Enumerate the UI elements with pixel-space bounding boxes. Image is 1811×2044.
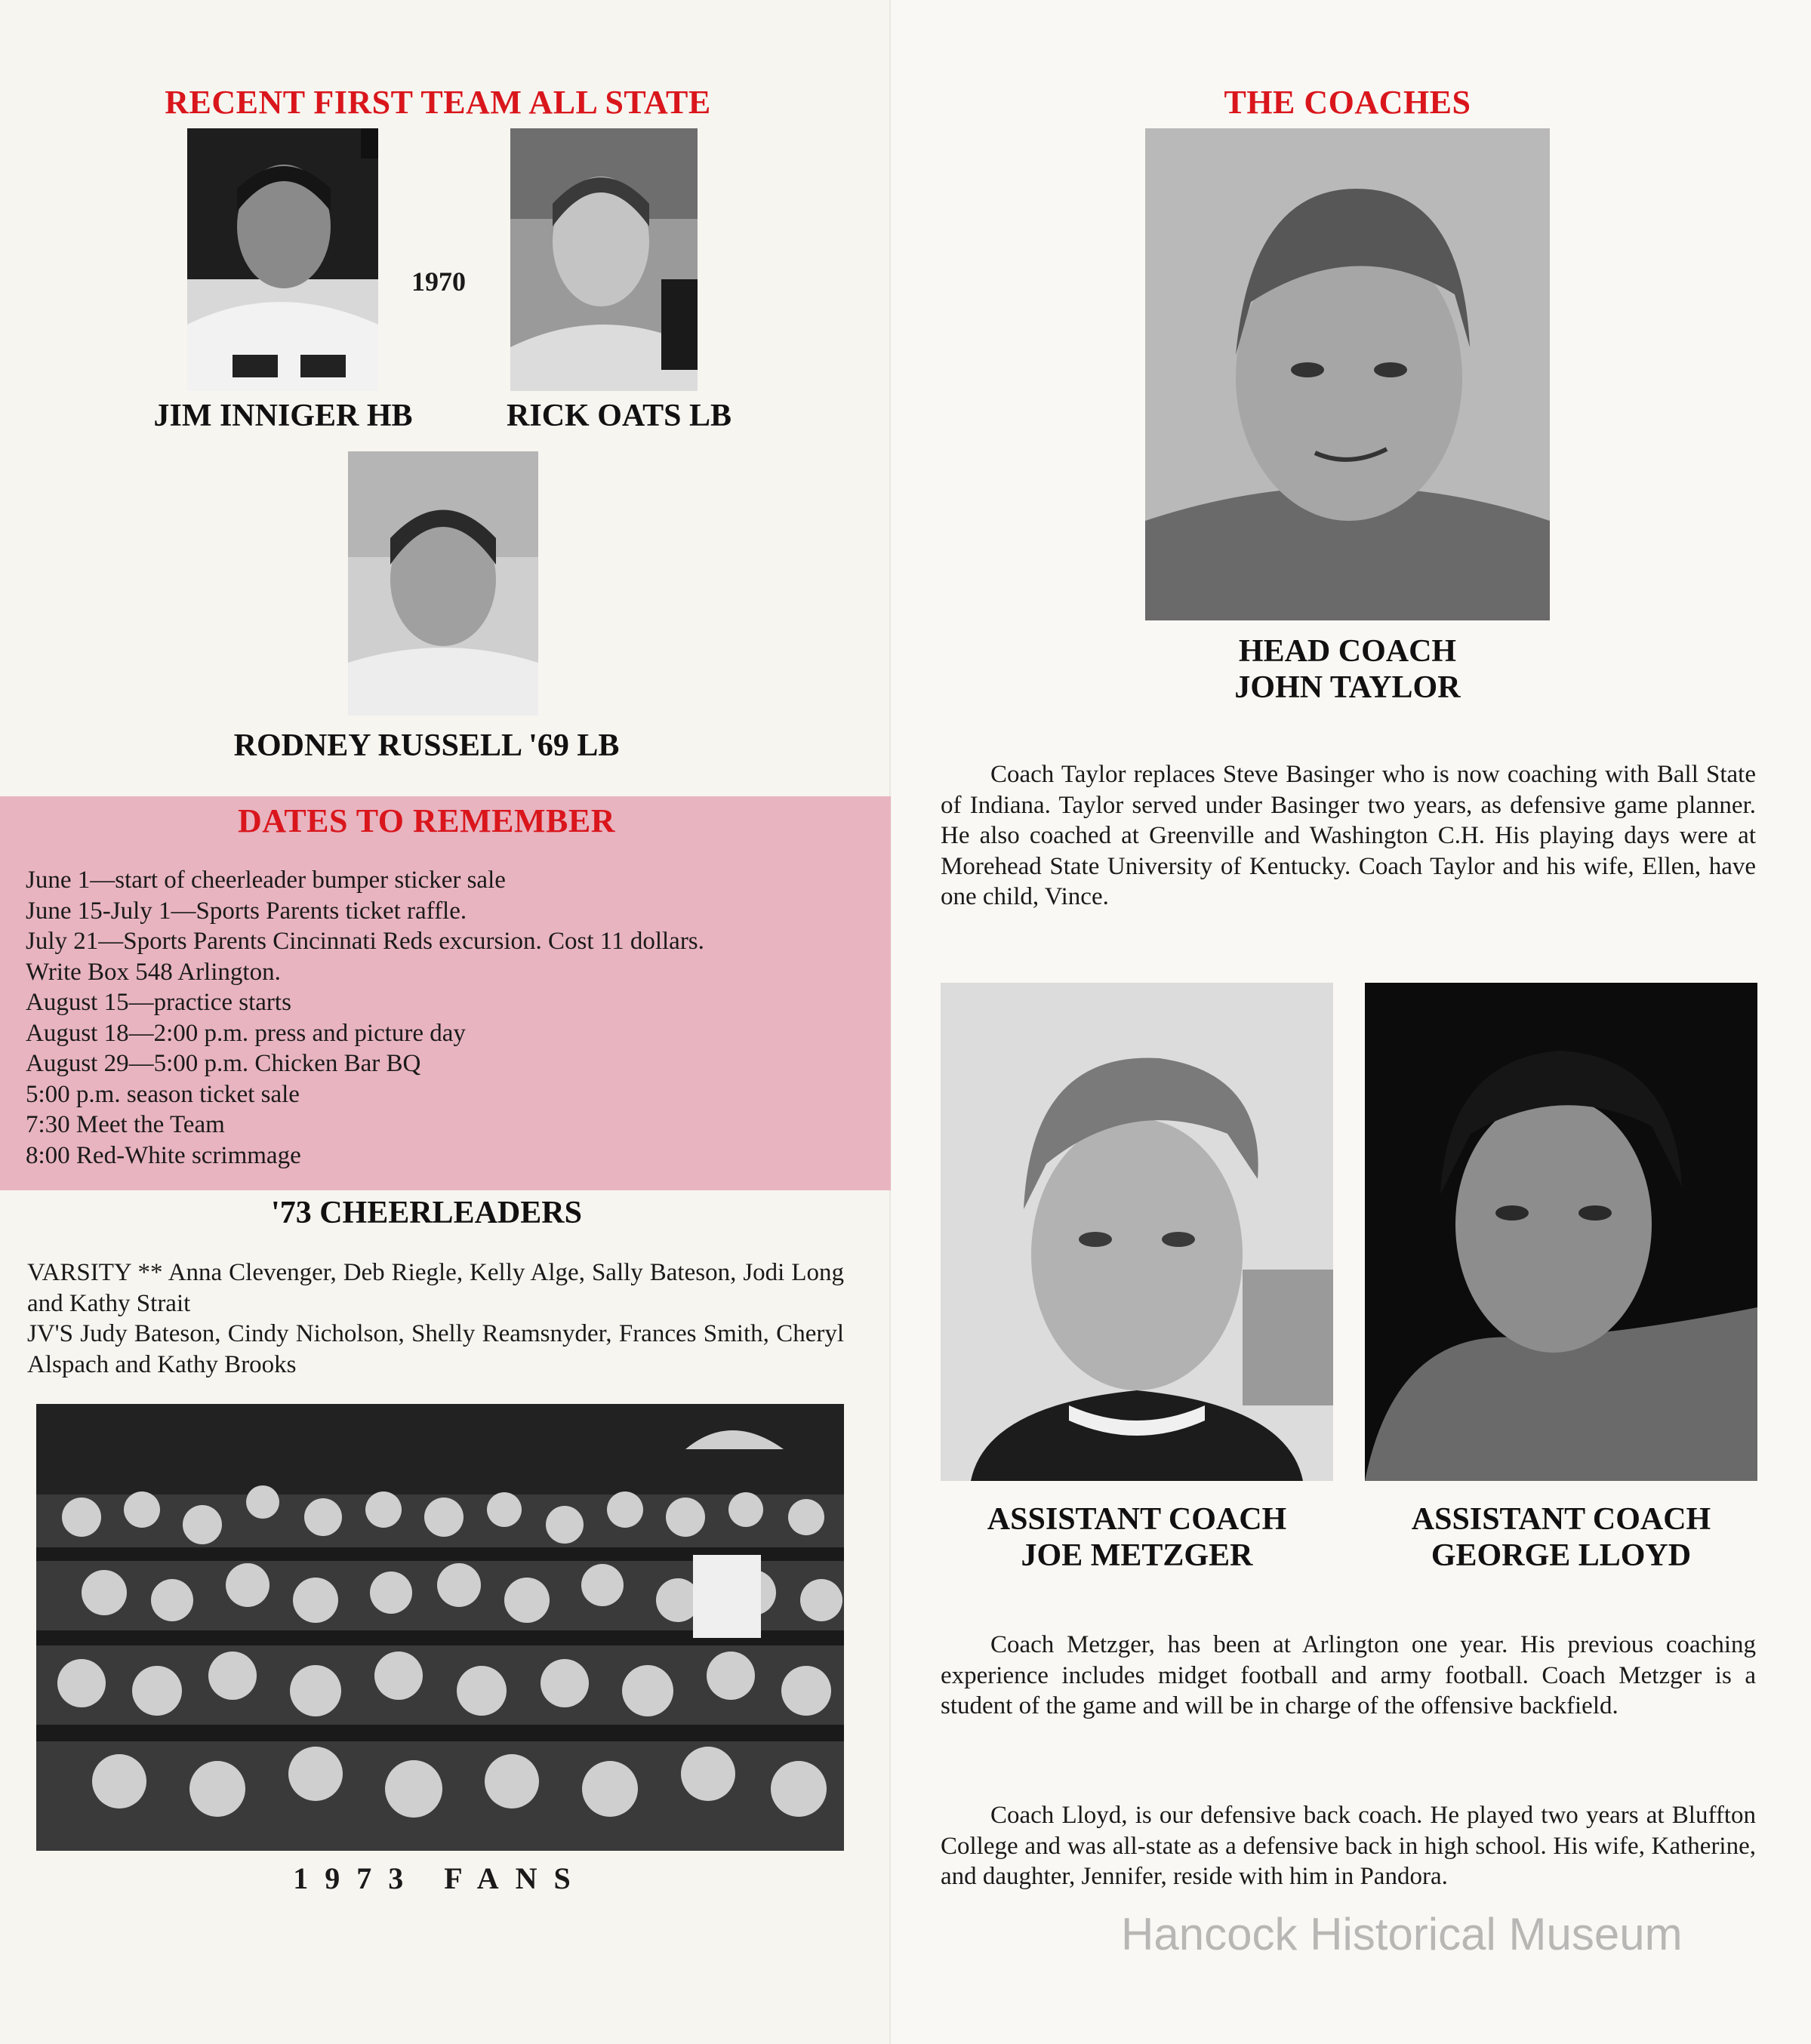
cheer-heading: '73 CHEERLEADERS [271,1196,582,1230]
jim-inniger-photo [187,128,378,391]
rodney-russell-photo [348,451,538,716]
date-item: 7:30 Meet the Team [26,1111,225,1138]
head-coach-title: HEAD COACH [1238,634,1457,669]
cheer-roster [27,1257,844,1380]
coaches-heading: THE COACHES [1224,84,1471,121]
date-item: 5:00 p.m. season ticket sale [26,1080,300,1108]
jim-inniger-caption: JIM INNIGER HB [153,399,413,433]
rodney-russell-caption: RODNEY RUSSELL '69 LB [233,728,620,763]
museum-watermark: Hancock Historical Museum [1121,1909,1683,1959]
assistant1-name: JOE METZGER [1021,1538,1253,1573]
joe-metzger-photo [941,983,1333,1481]
assistant2-name: GEORGE LLOYD [1431,1538,1692,1573]
date-item: July 21—Sports Parents Cincinnati Reds excursion. Cost 11 dollars. [26,928,704,955]
head-coach-bio: Coach Taylor replaces Steve Basinger who is now coaching with Ball State of Indiana. Taylor served under Basinger two years, as defensive game planner. He also coached at Greenville and Washington C.H. His playing days were at Morehead State University of Kentucky. Coach Taylor and his wife, Ellen, have one child, Vince. [941,761,1756,910]
head-coach-name: JOHN TAYLOR [1234,670,1461,705]
dates-heading: DATES TO REMEMBER [238,802,615,839]
assistant2-title: ASSISTANT COACH [1411,1502,1711,1537]
george-lloyd-photo [1365,983,1757,1481]
date-item: August 15—practice starts [26,989,291,1016]
date-item: 8:00 Red-White scrimmage [26,1141,301,1169]
assistant1-title: ASSISTANT COACH [987,1502,1287,1537]
all-state-heading: RECENT FIRST TEAM ALL STATE [165,84,711,121]
date-item: June 15-July 1—Sports Parents ticket raffle. [26,897,467,925]
date-item: August 29—5:00 p.m. Chicken Bar BQ [26,1050,421,1077]
head-coach-photo [1145,128,1550,620]
date-item: Write Box 548 Arlington. [26,958,281,986]
cheer-varsity: VARSITY ** Anna Clevenger, Deb Riegle, Kelly Alge, Sally Bateson, Jodi Long and Kathy Strait [27,1259,844,1317]
cheer-jv: JV'S Judy Bateson, Cindy Nicholson, Shelly Reamsnyder, Frances Smith, Cheryl Alspach and Kathy Brooks [27,1320,844,1378]
dates-list [26,865,871,1171]
year-label: 1970 [411,266,466,297]
date-item: August 18—2:00 p.m. press and picture day [26,1019,466,1047]
date-item: June 1—start of cheerleader bumper sticker sale [26,867,506,894]
rick-oats-caption: RICK OATS LB [507,399,731,433]
fans-caption: 1973 FANS [293,1861,587,1895]
metzger-bio: Coach Metzger, has been at Arlington one year. His previous coaching experience includes midget football and army football. Coach Metzger is a student of the game and will be in charge of the offensive backfield. [941,1631,1756,1719]
fans-photo [36,1404,844,1851]
rick-oats-photo [510,128,698,391]
lloyd-bio: Coach Lloyd, is our defensive back coach. He played two years at Bluffton College and was all-state as a defensive back in high school. His wife, Katherine, and daughter, Jennifer, reside with him in Pandora. [941,1802,1756,1890]
